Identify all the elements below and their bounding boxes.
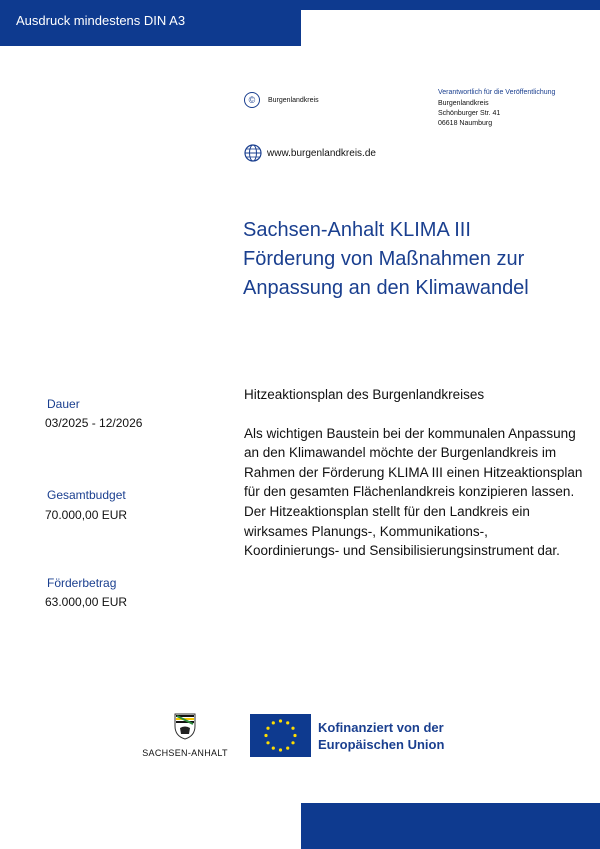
state-name: SACHSEN-ANHALT [142, 748, 228, 758]
project-description [244, 385, 584, 561]
funding-label: Förderbetrag [47, 576, 117, 590]
address-line: Schönburger Str. 41 [438, 110, 501, 117]
print-size-banner [0, 0, 301, 46]
sachsen-anhalt-logo [137, 712, 233, 758]
duration-label: Dauer [47, 397, 80, 411]
eu-cofunding-line: Europäischen Union [318, 737, 445, 752]
responsible-heading: Verantwortlich für die Veröffentlichung [438, 89, 556, 96]
eu-flag-icon [250, 714, 311, 757]
budget-value: 70.000,00 EUR [45, 508, 128, 522]
page-title [243, 216, 593, 303]
description-paragraph: Der Hitzeaktionsplan stellt für den Landkreis ein wirksames Planungs-, Kommunikations-, Koordinierungs- und Sensibilisierungsinstrument dar. [244, 503, 560, 559]
budget-label: Gesamtbudget [47, 488, 126, 502]
globe-icon [244, 144, 262, 162]
address-line: 06618 Naumburg [438, 120, 493, 127]
eu-cofunding-line: Kofinanziert von der [318, 720, 444, 735]
copyright-icon: © [244, 92, 260, 108]
responsible-block [438, 89, 555, 129]
funding-value: 63.000,00 EUR [45, 595, 128, 609]
coat-of-arms-icon [173, 712, 197, 740]
publisher-short-name: Burgenlandkreis [268, 96, 319, 104]
description-paragraph: Als wichtigen Baustein bei der kommunalen Anpassung an den Klimawandel möchte der Burgenlandkreis im Rahmen der Förderung KLIMA III einen Hitzeaktionsplan für den gesamten Flächenlandkreis konzipieren lassen. [244, 425, 583, 500]
title-line: Förderung von Maßnahmen zur [243, 248, 525, 270]
website-row[interactable] [244, 144, 376, 162]
eu-cofunding-text [318, 719, 444, 753]
address-line: Burgenlandkreis [438, 100, 489, 107]
title-line: Anpassung an den Klimawandel [243, 277, 529, 299]
print-size-note: Ausdruck mindestens DIN A3 [16, 13, 186, 28]
publisher-row [244, 92, 319, 108]
bottom-decorative-band [301, 803, 600, 849]
description-heading: Hitzeaktionsplan des Burgenlandkreises [244, 387, 485, 402]
title-line: Sachsen-Anhalt KLIMA III [243, 219, 471, 241]
duration-value: 03/2025 - 12/2026 [45, 416, 143, 430]
website-link[interactable]: www.burgenlandkreis.de [267, 147, 376, 159]
